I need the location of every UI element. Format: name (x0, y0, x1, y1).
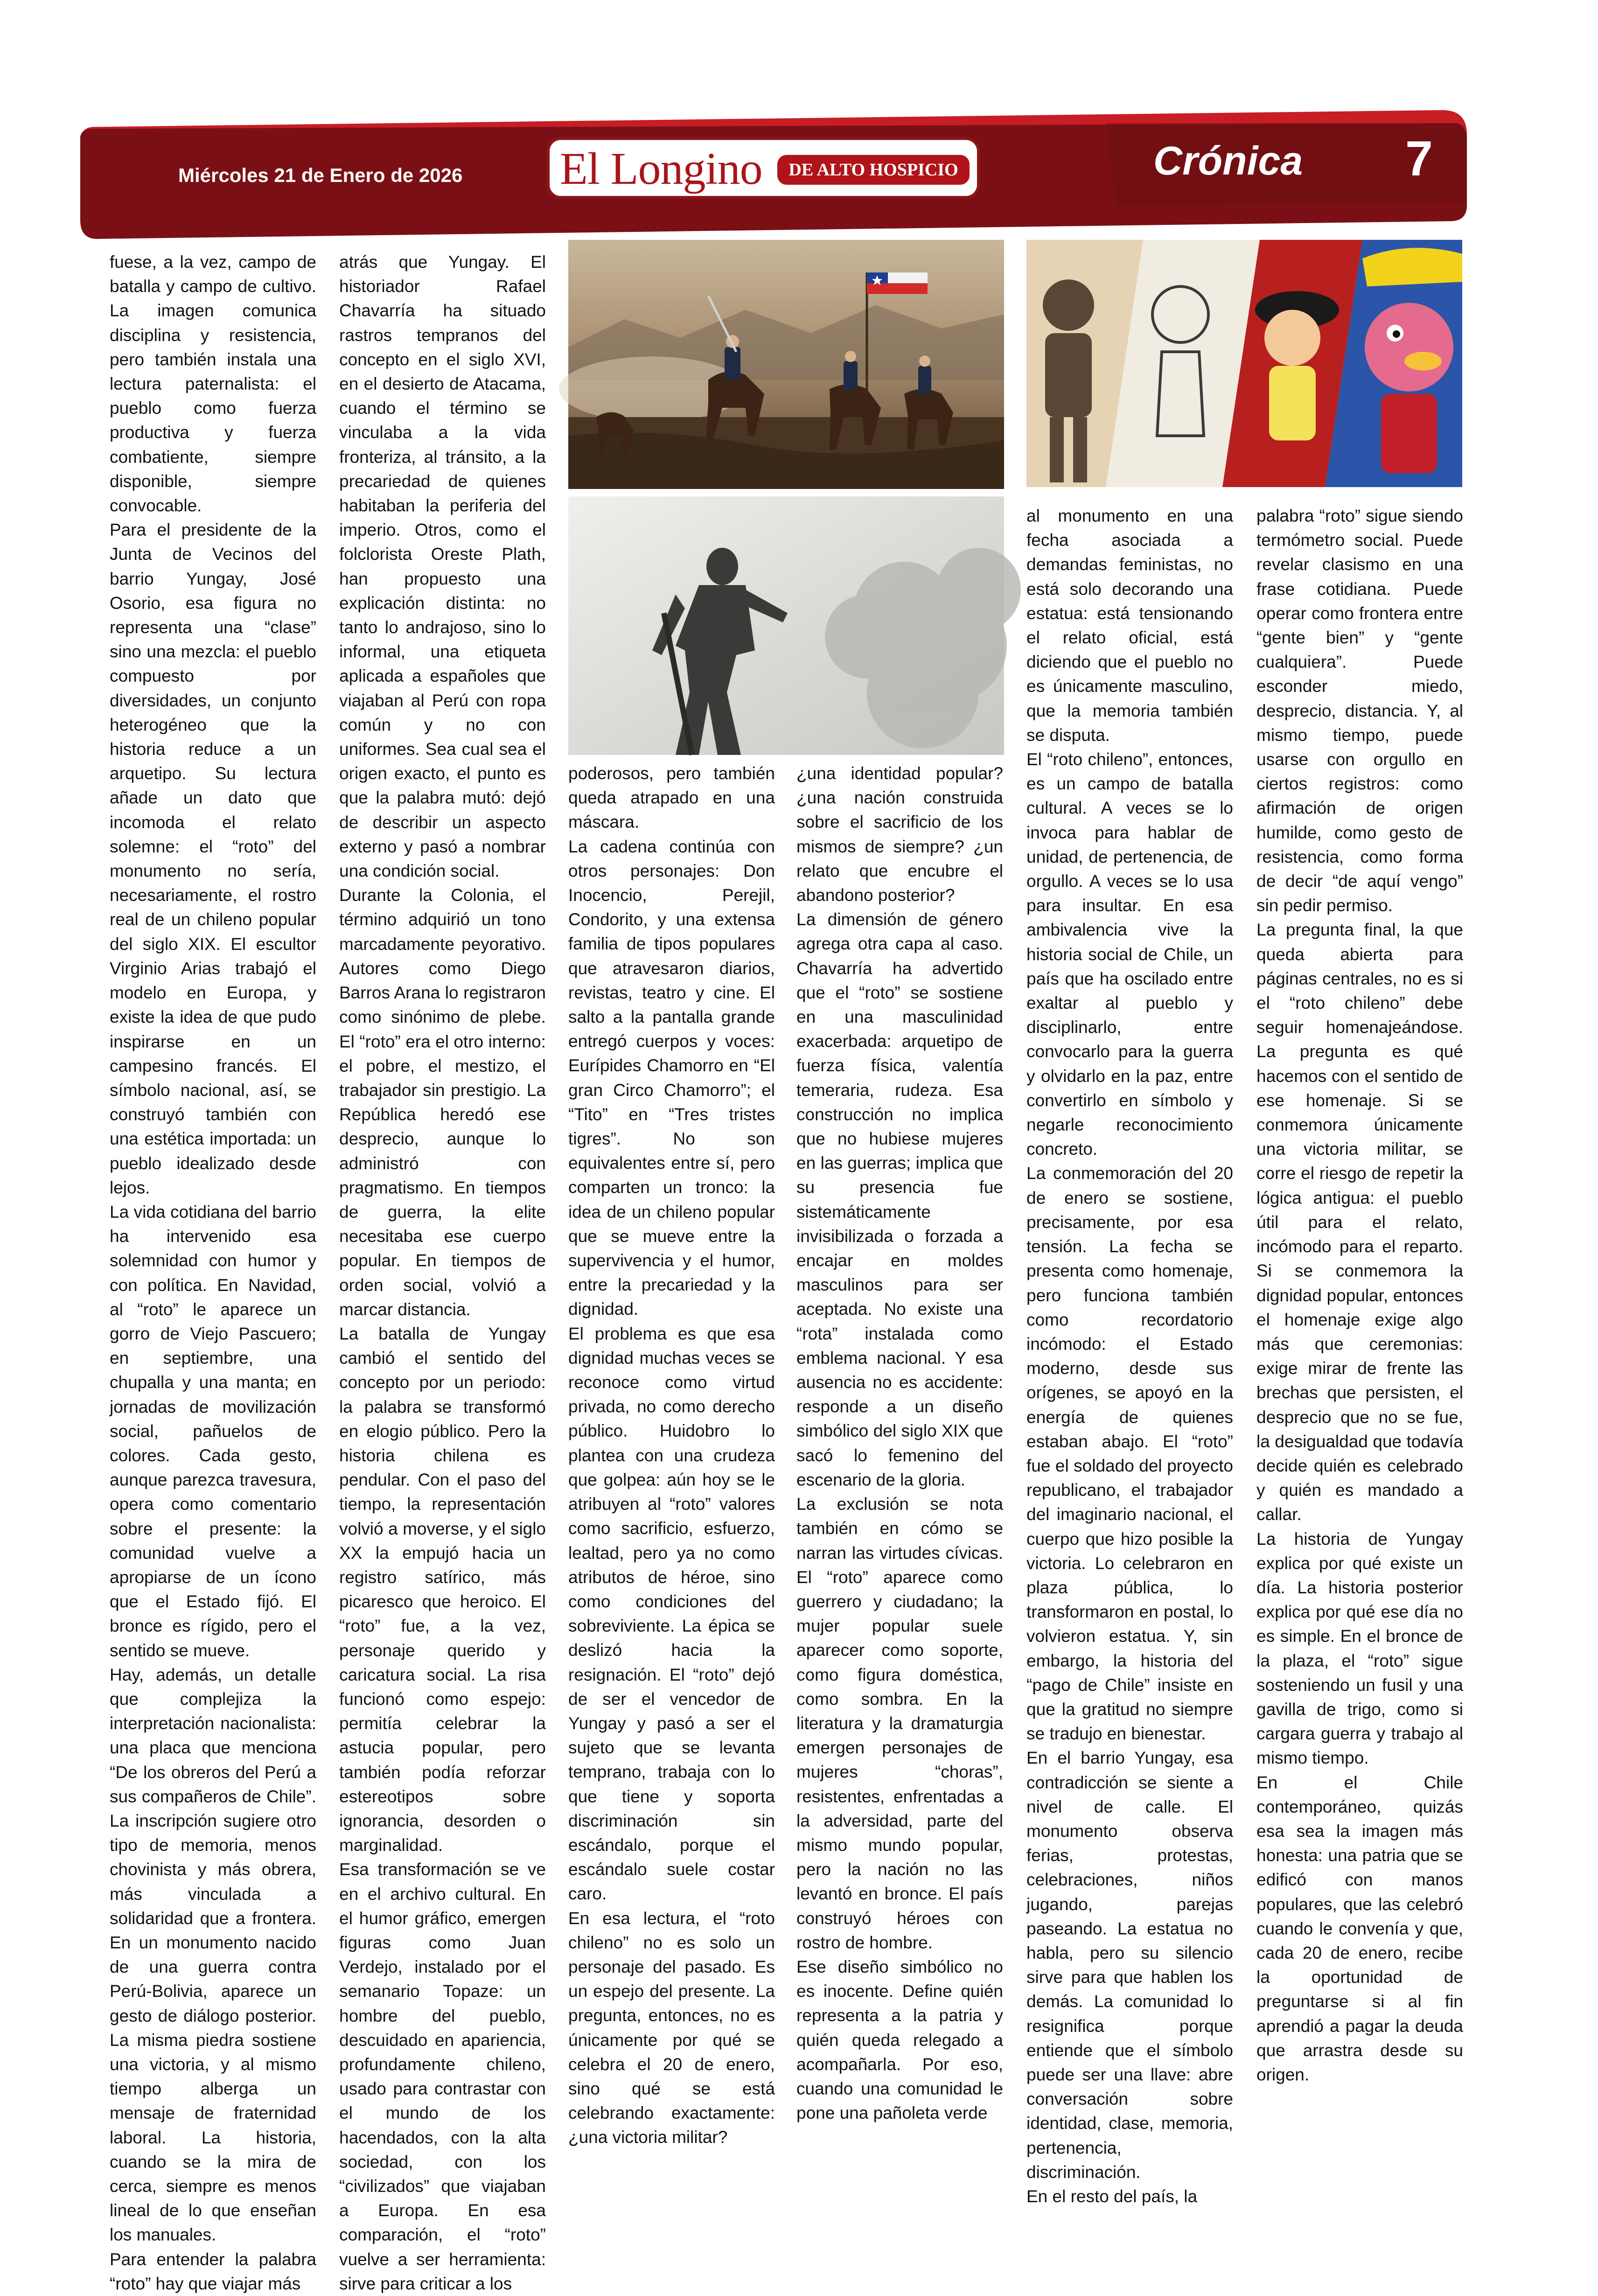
article-paragraph: En el resto del país, la (1026, 2187, 1198, 2206)
article-paragraph: Ese diseño simbólico no es inocente. Define quién representa a la patria y quién queda relegado a acompañarla. Por eso, cuando una comunidad le pone una pañoleta verde (796, 1957, 1003, 2123)
article-paragraph: La vida cotidiana del barrio ha intervenido esa solemnidad con humor y con política. En Navidad, al “roto” le aparece un gorro de Viejo Pascuero; en septiembre, una chupalla y una manta; en jornadas de movilización social, pañuelos de colores. Cada gesto, aunque parezca travesura, opera como comentario sobre el presente: la comunidad vuelve a apropiarse de un ícono que el Estado fijó. El bronce es rígido, pero el sentido se mueve. (110, 1202, 316, 1660)
article-paragraph: El problema es que esa dignidad muchas veces se reconoce como virtud privada, no como derecho público. Huidobro lo plantea con una crudeza que golpea: aún hoy se le atribuyen al “roto” valores como sacrificio, esfuerzo, lealtad, pero ya no como atributos de héroe, sino como condiciones del sobreviviente. La épica se deslizó hacia la resignación. El “roto” dejó de ser el vencedor de Yungay y pasó a ser el sujeto que se levanta temprano, trabaja con lo que tiene y soporta discriminación sin escándalo, porque el escándalo suele costar caro. (568, 1324, 775, 1904)
article-paragraph: La exclusión se nota también en cómo se narran las virtudes cívicas. El “roto” aparece como guerrero y ciudadano; la mujer popular suele aparecer como soporte, como figura doméstica, como sombra. En la literatura y la dramaturgia emergen personajes de mujeres “choras”, resistentes, enfrentadas a la adversidad, parte del mismo mundo popular, pero la nación no las levantó en bronce. El país construyó héroes con rostro de hombre. (796, 1494, 1003, 1952)
logo-subtitle: DE ALTO HOSPICIO (777, 155, 970, 185)
article-paragraph: La batalla de Yungay cambió el sentido del concepto por un periodo: la palabra se transformó en elogio público. Pero la historia chilena es pendular. Con el paso del tiempo, la representación volvió a moverse, y el siglo XX la empujó hacia un registro satírico, más picaresco que heroico. El “roto” fue, a la vez, personaje querido y caricatura social. La risa funcionó como espejo: permitía celebrar la astucia popular, pero también podía reforzar estereotipos sobre ignorancia, desorden o marginalidad. (339, 1324, 546, 1855)
article-paragraph: La historia de Yungay explica por qué existe un día. La historia posterior explica por qué ese día no es simple. En el bronce de la plaza, el “roto” sigue sosteniendo un fusil y una gavilla de trigo, como si cargara guerra y trabajo al mismo tiempo. (1256, 1529, 1463, 1768)
article-column-3 (568, 761, 775, 2147)
battle-painting-image (568, 240, 1004, 489)
article-paragraph: Esa transformación se ve en el archivo cultural. En el humor gráfico, emergen figuras como Juan Verdejo, instalado por el semanario Topaze: un hombre del pueblo, descuidado en apariencia, profundamente chileno, usado para contrastar con el mundo de los hacendados, con la alta sociedad, con los “civilizados” que viajaban a Europa. En esa comparación, el “roto” vuelve a ser herramienta: sirve para criticar a los (339, 1860, 546, 2293)
article-paragraph: palabra “roto” sigue siendo termómetro social. Puede revelar clasismo en una frase cotidiana. Puede operar como frontera entre “gente bien” y “gente cualquiera”. Puede esconder miedo, desprecio, distancia. Y, al mismo tiempo, puede usarse con orgullo en ciertos registros: como afirmación de origen humilde, como gesto de resistencia, como forma de decir “de aquí vengo” sin pedir permiso. (1256, 506, 1463, 915)
roto-chileno-statue-image (568, 496, 1004, 755)
page-header (80, 110, 1467, 239)
article-paragraph: atrás que Yungay. El historiador Rafael Chavarría ha situado rastros tempranos del concepto en el siglo XVI, en el desierto de Atacama, cuando el término se vinculaba a la vida fronteriza, al tránsito, a la precariedad de quienes habitaban la periferia del imperio. Otros, como el folclorista Oreste Plath, han propuesto una explicación distinta: no tanto lo andrajoso, sino lo informal, una etiqueta aplicada a españoles que viajaban al Perú con ropa común y no con uniformes. Sea cual sea el origen exacto, el punto es que la palabra mutó: dejó de describir un aspecto externo y pasó a nombrar una condición social. (339, 252, 546, 881)
article-column-5 (1026, 504, 1233, 2206)
article-paragraph: Durante la Colonia, el término adquirió un tono marcadamente peyorativo. Autores como Diego Barros Arana lo registraron como sinónimo de plebe. El “roto” era el otro interno: el pobre, el mestizo, el trabajador sin prestigio. La República heredó ese desprecio, aunque lo administró con pragmatismo. En tiempos de guerra, la elite necesitaba ese cuerpo popular. En tiempos de orden social, volvió a marcar distancia. (339, 886, 546, 1319)
article-paragraph: La pregunta final, la que queda abierta para páginas centrales, no es si el “roto chileno” debe seguir homenajeándose. La pregunta es qué hacemos con el sentido de ese homenaje. Si se conmemora únicamente una victoria militar, se corre el riesgo de repetir la lógica antigua: el pueblo útil para el relato, incómodo para el reparto. Si se conmemora la dignidad popular, entonces el homenaje exige algo más que ceremonias: exige mirar de frente las brechas que persisten, el desprecio que no se fue, la desigualdad que todavía decide quién es celebrado y quién es mandado a callar. (1256, 920, 1463, 1524)
section-title: Crónica (1153, 139, 1303, 183)
article-paragraph: En el barrio Yungay, esa contradicción se siente a nivel de calle. El monumento observa ferias, protestas, celebraciones, niños jugando, parejas paseando. La estatua no habla, pero su silencio sirve para que hablen los demás. La comunidad lo resignifica porque entiende que el símbolo puede ser una llave: abre conversación sobre identidad, clase, memoria, pertenencia, discriminación. (1026, 1748, 1233, 2182)
article-paragraph: ¿una identidad popular? ¿una nación construida sobre el sacrificio de los mismos de siempre? ¿un relato que encubre el abandono posterior? (796, 764, 1003, 905)
article-paragraph: fuese, a la vez, campo de batalla y campo de cultivo. La imagen comunica disciplina y resistencia, pero también instala una lectura paternalista: el pueblo como fuerza productiva y fuerza combatiente, siempre disponible, siempre convocable. (110, 252, 316, 516)
logo-name: El Longino (560, 144, 762, 194)
article-paragraph: En esa lectura, el “roto chileno” no es solo un personaje del pasado. Es un espejo del presente. La pregunta, entonces, no es únicamente por qué se celebra el 20 de enero, sino qué se está celebrando exactamente: ¿una victoria militar? (568, 1908, 775, 2147)
article-column-4 (796, 761, 1003, 2123)
article-column-1 (110, 250, 316, 2293)
comic-characters-image (1026, 240, 1462, 487)
article-paragraph: La dimensión de género agrega otra capa al caso. Chavarría ha advertido que el “roto” se sostiene en una masculinidad exacerbada: arquetipo de fuerza física, valentía temeraria, rudeza. Esa construcción no implica que no hubiese mujeres en las guerras; implica que su presencia fue sistemáticamente invisibilizada o forzada a encajar en moldes masculinos para ser aceptada. No existe una “rota” instalada como emblema nacional. Y esa ausencia no es accidente: responde a un diseño simbólico del siglo XIX que sacó lo femenino del escenario de la gloria. (796, 910, 1003, 1489)
newspaper-logo[interactable] (547, 137, 980, 199)
page-number: 7 (1405, 131, 1433, 186)
article-paragraph: al monumento en una fecha asociada a demandas feministas, no está solo decorando una estatua: está tensionando el relato oficial, está diciendo que el pueblo no es únicamente masculino, que la memoria también se disputa. (1026, 506, 1233, 745)
article-paragraph: Para entender la palabra “roto” hay que viajar más (110, 2249, 316, 2293)
article-paragraph: El “roto chileno”, entonces, es un campo de batalla cultural. A veces se lo invoca para hablar de unidad, de pertenencia, de orgullo. A veces se lo usa para insultar. En esa ambivalencia vive la historia social de Chile, un país que ha oscilado entre exaltar al pueblo y disciplinarlo, entre convocarlo para la guerra y olvidarlo en la paz, entre convertirlo en símbolo y negarle reconocimiento concreto. (1026, 750, 1233, 1159)
article-paragraph: La conmemoración del 20 de enero se sostiene, precisamente, por esa tensión. La fecha se presenta como homenaje, pero funciona también como recordatorio incómodo: el Estado moderno, desde sus orígenes, se apoyó en la energía de quienes estaban abajo. El “roto” fue el soldado del proyecto republicano, el trabajador del imaginario nacional, el cuerpo que hizo posible la victoria. Lo celebraron en plaza pública, lo transformaron en postal, lo volvieron estatua. Y, sin embargo, la historia del “pago de Chile” insiste en que la gratitud no siempre se tradujo en bienestar. (1026, 1164, 1233, 1744)
issue-date: Miércoles 21 de Enero de 2026 (178, 164, 463, 186)
article-paragraph: Hay, además, un detalle que complejiza la interpretación nacionalista: una placa que menciona “De los obreros del Perú a sus compañeros de Chile”. La inscripción sugiere otro tipo de memoria, menos chovinista y más obrera, más vinculada a solidaridad que a frontera. En un monumento nacido de una guerra contra Perú-Bolivia, aparece un gesto de diálogo posterior. La misma piedra sostiene una victoria, y al mismo tiempo alberga un mensaje de fraternidad laboral. La historia, cuando se la mira de cerca, siempre es menos lineal de lo que enseñan los manuales. (110, 1665, 316, 2245)
article-column-2 (339, 250, 546, 2293)
article-paragraph: La cadena continúa con otros personajes: Don Inocencio, Perejil, Condorito, y una extensa familia de tipos populares que atravesaron diarios, revistas, teatro y cine. El salto a la pantalla grande entregó cuerpos y voces: Eurípides Chamorro en “El gran Circo Chamorro”; el “Tito” en “Tres tristes tigres”. No son equivalentes entre sí, pero comparten un tronco: la idea de un chileno popular que se mueve entre la supervivencia y el humor, entre la precariedad y la dignidad. (568, 837, 775, 1319)
article-paragraph: poderosos, pero también queda atrapado en una máscara. (568, 764, 775, 832)
article-paragraph: En el Chile contemporáneo, quizás esa sea la imagen más honesta: una patria que se edificó con manos populares, que las celebró cuando le convenía y que, cada 20 de enero, recibe la oportunidad de preguntarse si al fin aprendió a pagar la deuda que arrastra desde su origen. (1256, 1773, 1463, 2084)
article-paragraph: Para el presidente de la Junta de Vecinos del barrio Yungay, José Osorio, esa figura no representa una “clase” sino una mezcla: el pueblo compuesto por diversidades, un conjunto heterogéneo que la historia reduce a un arquetipo. Su lectura añade un dato que incomoda el relato solemne: el “roto” del monumento no sería, necesariamente, el rostro real de un chileno popular del siglo XIX. El escultor Virginio Arias trabajó el modelo en Europa, y existe la idea de que pudo inspirarse en un campesino francés. El símbolo nacional, así, se construyó también con una estética importada: un pueblo idealizado desde lejos. (110, 520, 316, 1197)
article-column-6 (1256, 504, 1463, 2084)
